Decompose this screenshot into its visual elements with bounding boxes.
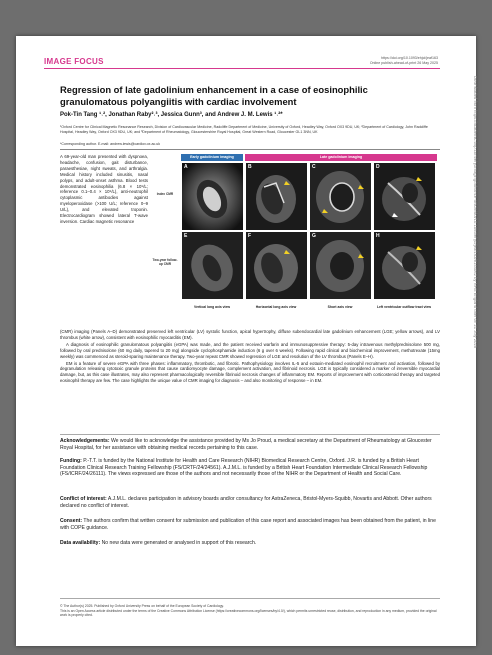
section-heading: Consent:: [60, 518, 83, 524]
publish-date: Online publish-ahead-of-print 26 May 2025: [369, 61, 438, 65]
late-gadolinium-tab: Late gadolinium imaging: [245, 154, 437, 161]
section-text: The authors confirm that written consent for submission and publication of this case report and associated images has been obtained from the patient, in line with COPE guidance.: [60, 518, 436, 531]
funding: [60, 458, 440, 478]
header-rule: [44, 68, 440, 69]
affiliations: ¹Oxford Centre for Clinical Magnetic Resonance Research, Division of Cardiovascular Medicine, Radcliffe Department of Medicine, University of Oxford, Headley Way, Oxford OX3 9DU, UK; ²Department of Cardiology, John Radcliffe Hospital, Headley Way, Oxford OX3 9DU, UK; and ³Department of Rheumatology, Gloucestershire Royal Hospital, Great Western Road, Gloucester GL1 3NN, UK: [60, 125, 428, 134]
section-text: We would like to acknowledge the assistance provided by Ms Jo Proud, a medical secretary at the Department of Rheumatology at Gloucester Royal Hospital, for her assistance with obtaining medical records pertaining to this case.: [60, 438, 432, 451]
corresponding-author: *Corresponding author. E-mail: andrew.lewis@cardiov.ox.ac.uk: [60, 142, 161, 146]
section-heading: Conflict of interest:: [60, 496, 107, 502]
early-gadolinium-tab: Early gadolinium imaging: [181, 154, 243, 161]
panel-a: [181, 162, 244, 231]
panel-letter: D: [376, 164, 380, 170]
panel-b: [245, 162, 308, 231]
section-label: IMAGE FOCUS: [44, 57, 104, 66]
col-label-lvot: Left ventricular outflow tract view: [376, 305, 432, 309]
section-heading: Data availability:: [60, 540, 101, 546]
download-watermark: Downloaded from https://academic.oup.com/ehjcimaging/advance-article/doi/10.1093/ehjci/jeaf163/8144062 by NHS England user on 21 July 2025: [473, 76, 478, 349]
consent: [60, 518, 440, 531]
conflict-of-interest: [60, 496, 440, 509]
panel-d: [373, 162, 436, 231]
copyright-notice: © The Author(s) 2025. Published by Oxford University Press on behalf of the European Society of Cardiology.: [60, 604, 224, 608]
col-label-vla: Vertical long axis view: [194, 305, 230, 309]
article-title: Regression of late gadolinium enhancement in a case of eosinophilic granulomatous polyangiitis with cardiac involvement: [60, 84, 368, 107]
panel-letter: C: [312, 164, 316, 170]
author-list: Pok-Tin Tang ¹˒², Jonathan Raby²˒³, Jessica Gunn³, and Andrew J. M. Lewis ¹˒²*: [60, 112, 283, 118]
body-paragraph-1: (CMR) imaging (Panels A–D) demonstrated preserved left ventricular (LV) systolic function, apical hypertrophy, diffuse subendocardial late gadolinium enhancement (LGE; yellow arrows), and LV thrombus (white arrow), consistent with eosinophilic myocarditis (EM).: [60, 329, 440, 340]
footer: [60, 604, 440, 618]
panel-letter: E: [184, 233, 188, 239]
divider: [60, 149, 440, 150]
col-label-hla: Horizontal long axis view: [255, 305, 297, 309]
case-body: [60, 329, 440, 385]
section-heading: Acknowledgements:: [60, 438, 110, 444]
row-label-index: Index CMR: [156, 192, 174, 196]
paper-page: [16, 36, 476, 646]
cmr-figure: [151, 154, 440, 322]
license-notice: This is an Open Access article distributed under the terms of the Creative Commons Attribution License (https://creativecommons.org/licenses/by/4.0/), which permits unrestricted reuse, distribution, and reproduction in any medium, provided the original work is properly cited.: [60, 608, 437, 618]
data-availability: [60, 540, 440, 547]
case-intro-text: A 69-year-old man presented with dyspnoea, headache, confusion, gait disturbance, paraesthesiae, night sweats, and arthralgia. Medical history included sinusitis, nasal polyps, and adult-onset asthma. Blood tests demonstrated eosinophilia (6.8 × 10⁹/L; reference 0.1–0.4 × 10⁹/L), anti-neutrophil cytoplasmic antibodies against myeloperoxidase (>100 U/L; reference 0–9 U/L), and elevated troponin. Electrocardiogram showed lateral T-wave inversion. Cardiac magnetic resonance: [60, 154, 148, 224]
header-meta: [370, 56, 438, 66]
panel-h: [373, 231, 436, 300]
panel-letter: H: [376, 233, 380, 239]
body-paragraph-3: EM is a feature of severe eGPA with three phases: inflammatory, thrombotic, and fibrotic. Pathophysiology involves IL-5 and eotaxin-mediated eosinophil recruitment and activation, followed by degranulation releasing cytotoxic granule proteins that cause cardiomyocyte damage, complement activation, and fibrinoid necrosis. LGE is typically considered a marker of irreversible myocardial damage, but, as this case illustrates, may also represent pharmacologically reversible fibrinoid necrosis changes of inflammatory EM. Reports of improvement with corticosteroid therapy and targeted eosinophil therapy are few. The case highlights the unique value of CMR imaging for diagnosis – and also monitoring of response – in EM.: [60, 360, 440, 384]
row-label-followup: Two-year follow-up CMR: [152, 258, 178, 266]
panel-letter: G: [312, 233, 316, 239]
panel-letter: B: [248, 164, 252, 170]
panel-e: [181, 231, 244, 300]
section-text: No new data were generated or analysed in support of this research.: [101, 540, 257, 546]
col-label-sa: Short axis view: [327, 305, 353, 309]
section-text: A.J.M.L. declares participation in advisory boards and/or consultancy for AstraZeneca, Bristol-Myers-Squibb, Novartis and Abbott. Other authors declared no conflict of interest.: [60, 496, 432, 509]
panel-letter: F: [248, 233, 252, 239]
divider: [60, 434, 440, 435]
panel-f: [245, 231, 308, 300]
section-text: P.-T.T. is funded by the National Institute for Health and Care Research (NIHR) Biomedical Research Centre, Oxford. J.R. is funded by a British Heart Foundation Clinical Research Training Fellowship (FS/CRTF/24/24561). A.J.M.L. is funded by a British Heart Foundation Intermediate Clinical Research Fellowship (FS/ICRF/24/26111). The views expressed are those of the authors and not necessarily those of the NIHR or the Department of Health and Social Care.: [60, 458, 428, 478]
panel-g: [309, 231, 372, 300]
body-paragraph-2: A diagnosis of eosinophilic granulomatous polyangiitis (eGPA) was made, and the patient received warfarin and immunosuppressive therapy: 5-day intravenous methylprednisolone 500 mg, followed by oral prednisolone (60 mg daily, tapered to 20 mg) alongside cyclophosphamide induction (6 g over 6 weeks). Following rapid clinical and biochemical improvement, methotrexate (15mg weekly) was commenced as steroid-sparing maintenance therapy. Two-year repeat CMR showed regression of LGE and resolution of the LV thrombus (Panels E–H).: [60, 341, 440, 359]
panel-letter: A: [184, 164, 188, 170]
acknowledgements: [60, 438, 440, 451]
panel-c: [309, 162, 372, 231]
doi-link[interactable]: https://doi.org/10.1093/ehjci/jeaf163: [381, 56, 438, 60]
section-heading: Funding:: [60, 458, 82, 464]
divider: [60, 598, 440, 599]
